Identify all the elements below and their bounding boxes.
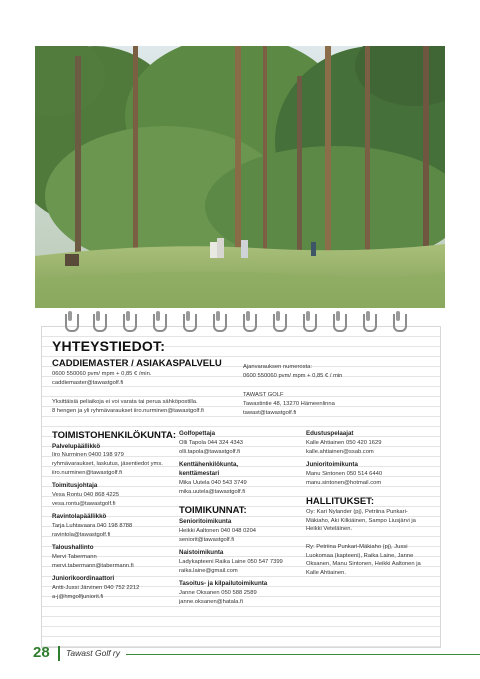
contact-line: Vesa Rontu 040 868 4225 [52, 492, 120, 498]
contact-line: iiro.nurminen@tawastgolf.fi [52, 470, 123, 476]
binding-ring-icon [65, 314, 79, 332]
role-label: Palvelupäällikkö [52, 443, 101, 450]
caddiemaster-email: caddiemaster@tawastgolf.fi [52, 380, 124, 386]
contact-line: ryhmävaraukset, laskutus, jäsentiedot yms. [52, 461, 163, 467]
role-label: Golfopettaja [179, 430, 216, 437]
contact-line: ravintola@tawastgolf.fi [52, 532, 111, 538]
contact-line: Mika Uutela 040 543 3749 [179, 480, 247, 486]
caddiemaster-heading: CADDIEMASTER / ASIAKASPALVELU [52, 358, 222, 369]
role-label: Kenttähenkilökunta, kenttämestari [179, 461, 239, 477]
role-label: Toimitusjohtaja [52, 482, 98, 489]
booking-label: Ajanvarauksen numerosta: [243, 364, 312, 370]
publication-name: Tawast Golf ry [66, 648, 121, 658]
contact-line: kalle.ahtiainen@ssab.com [306, 449, 374, 455]
footer-rule [126, 654, 480, 655]
footer-divider [58, 646, 60, 661]
address-name: TAWAST GOLF [243, 392, 284, 398]
page-title: YHTEYSTIEDOT: [52, 338, 166, 354]
binding-ring-icon [123, 314, 137, 332]
contact-line: olli.tapola@tawastgolf.fi [179, 449, 240, 455]
contact-line: manu.sintonen@hotmail.com [306, 480, 382, 486]
committees-heading: TOIMIKUNNAT: [179, 505, 247, 516]
binding-ring-icon [183, 314, 197, 332]
role-label: Tasoitus- ja kilpailutoimikunta [179, 580, 268, 587]
binding-ring-icon [273, 314, 287, 332]
contact-line: Antti-Jussi Järvinen 040 752 2212 [52, 585, 140, 591]
contact-line: raika.laine@gmail.com [179, 568, 238, 574]
booking-number: 0600 550060 pvm/ mpm + 0,85 € / min [243, 373, 343, 379]
spiral-binding [35, 312, 445, 336]
board-oy: Oy: Kari Nylander (pj), Petriina Punkari-Mäkiaho, Aki Kilkiäinen, Sampo Liusjärvi ja Heikki Veteläinen. [306, 509, 416, 532]
contact-line: Tarja Luhtavaara 040 198 8788 [52, 523, 133, 529]
contact-line: Manu Sintonen 050 514 6440 [306, 471, 383, 477]
contact-line: janne.oksanen@hatala.fi [179, 599, 243, 605]
contact-line: Ladykapteeni Raika Laine 050 547 7399 [179, 559, 283, 565]
binding-ring-icon [393, 314, 407, 332]
binding-ring-icon [303, 314, 317, 332]
office-staff-heading: TOIMISTOHENKILÖKUNTA: [52, 430, 177, 441]
role-label: Junioritoimikunta [306, 461, 358, 468]
binding-ring-icon [333, 314, 347, 332]
binding-ring-icon [243, 314, 257, 332]
contact-line: a-j@hmgolfjuniorit.fi [52, 594, 104, 600]
contact-line: vesa.rontu@tawastgolf.fi [52, 501, 116, 507]
binding-ring-icon [93, 314, 107, 332]
role-label: Edustuspelaajat [306, 430, 354, 437]
role-label: Juniorikoordinaattori [52, 575, 115, 582]
contact-line: mervi.tabermann@tabermann.fi [52, 563, 134, 569]
contact-line: Heikki Aaltonen 040 048 0204 [179, 528, 257, 534]
role-label: Senioritoimikunta [179, 518, 232, 525]
binding-ring-icon [363, 314, 377, 332]
binding-ring-icon [213, 314, 227, 332]
role-label: Ravintolapäällikkö [52, 513, 107, 520]
contact-line: Janne Oksanen 050 588 2589 [179, 590, 257, 596]
boards-heading: HALLITUKSET: [306, 496, 375, 507]
contact-line: seniorit@tawastgolf.fi [179, 537, 235, 543]
contact-line: Iiro Nurminen 0400 198 979 [52, 452, 124, 458]
page-number: 28 [33, 644, 50, 661]
contact-line: Olli Tapola 044 324 4343 [179, 440, 244, 446]
board-ry: Ry: Petriina Punkari-Mäkiaho (pj), Jussi Luokomaa (kapteeni), Raika Laine, Janne Oksanen, Manu Sintonen, Heikki Aaltonen ja Kalle Ahtiainen. [306, 544, 421, 576]
contact-line: Kalle Ahtiainen 050 420 1629 [306, 440, 382, 446]
contact-line: mika.uutela@tawastgolf.fi [179, 489, 246, 495]
caddiemaster-group-note: 8 hengen ja yli ryhmävaraukset iiro.nurminen@tawastgolf.fi [52, 408, 204, 414]
address-street: Tawastintie 48, 13270 Hämeenlinna [243, 401, 335, 407]
role-label: Naistoimikunta [179, 549, 224, 556]
address-email: tawast@tawastgolf.fi [243, 410, 297, 416]
caddiemaster-phone: 0600 550060 pvm/ mpm + 0,85 € /min. [52, 371, 152, 377]
caddiemaster-note: Yksittäisiä peliaikoja ei voi varata tai perua sähköpostilla. [52, 399, 198, 405]
role-label: Taloushallinto [52, 544, 94, 551]
golf-course-photo [35, 46, 445, 308]
binding-ring-icon [153, 314, 167, 332]
contact-line: Mervi Tabermann [52, 554, 97, 560]
